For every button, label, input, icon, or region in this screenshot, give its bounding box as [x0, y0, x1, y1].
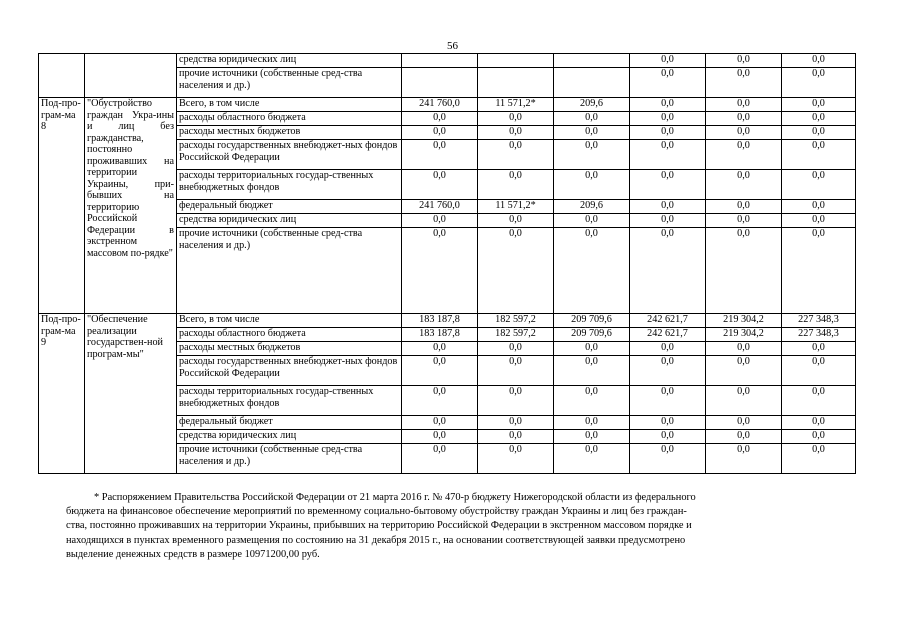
value-cell: 209 709,6: [554, 314, 630, 328]
value-cell: 0,0: [402, 430, 478, 444]
value-cell: 241 760,0: [402, 200, 478, 214]
value-cell: 0,0: [630, 342, 706, 356]
value-cell: 182 597,2: [478, 328, 554, 342]
value-cell: 0,0: [706, 444, 782, 474]
value-cell: 241 760,0: [402, 98, 478, 112]
value-cell: 0,0: [554, 430, 630, 444]
row-label: средства юридических лиц: [177, 430, 402, 444]
row-label: расходы местных бюджетов: [177, 342, 402, 356]
value-cell: 0,0: [402, 170, 478, 200]
value-cell: 0,0: [402, 214, 478, 228]
value-cell: [478, 68, 554, 98]
value-cell: 0,0: [782, 228, 856, 314]
value-cell: 0,0: [782, 356, 856, 386]
footnote-line: бюджета на финансовое обеспечение мероприятий по временному социально-бытовому обустройству граждан Украины и лиц без граждан-: [66, 506, 687, 518]
value-cell: 0,0: [706, 214, 782, 228]
value-cell: 0,0: [630, 356, 706, 386]
value-cell: 0,0: [478, 430, 554, 444]
row-label: средства юридических лиц: [177, 214, 402, 228]
value-cell: 11 571,2*: [478, 98, 554, 112]
value-cell: 0,0: [478, 170, 554, 200]
value-cell: 0,0: [782, 98, 856, 112]
row-label: расходы государственных внебюджет-ных фондов Российской Федерации: [177, 356, 402, 386]
value-cell: 0,0: [706, 386, 782, 416]
value-cell: 0,0: [630, 228, 706, 314]
value-cell: [554, 54, 630, 68]
value-cell: 0,0: [630, 170, 706, 200]
value-cell: 0,0: [402, 112, 478, 126]
value-cell: 0,0: [782, 214, 856, 228]
value-cell: 0,0: [478, 444, 554, 474]
value-cell: 0,0: [554, 356, 630, 386]
value-cell: 0,0: [782, 430, 856, 444]
value-cell: 0,0: [706, 228, 782, 314]
value-cell: 0,0: [706, 68, 782, 98]
row-label: федеральный бюджет: [177, 416, 402, 430]
row-label: прочие источники (собственные сред-ства населения и др.): [177, 444, 402, 474]
value-cell: 0,0: [630, 54, 706, 68]
value-cell: 0,0: [706, 170, 782, 200]
value-cell: 0,0: [402, 386, 478, 416]
value-cell: 0,0: [554, 416, 630, 430]
value-cell: 0,0: [478, 228, 554, 314]
value-cell: 0,0: [630, 430, 706, 444]
value-cell: [478, 54, 554, 68]
value-cell: [402, 68, 478, 98]
row-label: расходы местных бюджетов: [177, 126, 402, 140]
value-cell: 0,0: [402, 228, 478, 314]
row-label: прочие источники (собственные сред-ства населения и др.): [177, 68, 402, 98]
value-cell: 0,0: [478, 386, 554, 416]
value-cell: 0,0: [630, 112, 706, 126]
value-cell: 0,0: [706, 200, 782, 214]
value-cell: 0,0: [630, 386, 706, 416]
value-cell: 0,0: [630, 126, 706, 140]
value-cell: 0,0: [402, 126, 478, 140]
value-cell: 0,0: [554, 214, 630, 228]
value-cell: 242 621,7: [630, 328, 706, 342]
value-cell: 0,0: [478, 112, 554, 126]
value-cell: 0,0: [554, 228, 630, 314]
value-cell: 0,0: [630, 416, 706, 430]
footnote-line: выделение денежных средств в размере 10971200,00 руб.: [66, 548, 320, 560]
value-cell: 0,0: [782, 112, 856, 126]
row-label: расходы государственных внебюджет-ных фондов Российской Федерации: [177, 140, 402, 170]
value-cell: 0,0: [706, 356, 782, 386]
value-cell: 209,6: [554, 98, 630, 112]
value-cell: 0,0: [630, 140, 706, 170]
value-cell: 0,0: [402, 140, 478, 170]
value-cell: 0,0: [782, 170, 856, 200]
value-cell: 0,0: [706, 430, 782, 444]
subprogram-number: Под-про-грам-ма 8: [39, 98, 85, 314]
value-cell: 209 709,6: [554, 328, 630, 342]
value-cell: 183 187,8: [402, 314, 478, 328]
table-row: [39, 54, 856, 68]
value-cell: 242 621,7: [630, 314, 706, 328]
row-label: прочие источники (собственные сред-ства населения и др.): [177, 228, 402, 314]
value-cell: 0,0: [478, 342, 554, 356]
budget-table: [38, 53, 856, 474]
value-cell: 0,0: [782, 444, 856, 474]
value-cell: 183 187,8: [402, 328, 478, 342]
value-cell: 0,0: [706, 416, 782, 430]
subprogram-cell-empty: [39, 54, 85, 98]
value-cell: 0,0: [782, 140, 856, 170]
value-cell: 0,0: [630, 98, 706, 112]
value-cell: 0,0: [782, 386, 856, 416]
value-cell: 227 348,3: [782, 328, 856, 342]
value-cell: 0,0: [782, 416, 856, 430]
value-cell: 0,0: [630, 68, 706, 98]
row-label: федеральный бюджет: [177, 200, 402, 214]
value-cell: 0,0: [706, 112, 782, 126]
row-label: расходы областного бюджета: [177, 328, 402, 342]
row-label: расходы территориальных государ-ственных внебюджетных фондов: [177, 170, 402, 200]
value-cell: 0,0: [706, 98, 782, 112]
value-cell: 0,0: [630, 444, 706, 474]
value-cell: 0,0: [706, 54, 782, 68]
value-cell: 0,0: [706, 140, 782, 170]
value-cell: 0,0: [630, 214, 706, 228]
row-label: Всего, в том числе: [177, 314, 402, 328]
row-label: расходы областного бюджета: [177, 112, 402, 126]
value-cell: 0,0: [782, 126, 856, 140]
page-number: 56: [447, 40, 458, 52]
row-label: средства юридических лиц: [177, 54, 402, 68]
footnote-line: ства, постоянно проживавших на территории Украины, прибывших на территорию Российской Федерации в экстренном массовом порядке и: [66, 520, 692, 532]
subprogram-name: "Обустройство граждан Укра-ины и лиц без гражданства, постоянно проживавших на территории Украины, при-бывших на территорию Российской Федерации в экстренном массовом по-рядке": [85, 98, 177, 314]
value-cell: 0,0: [554, 140, 630, 170]
value-cell: [402, 54, 478, 68]
value-cell: 0,0: [554, 112, 630, 126]
value-cell: 0,0: [630, 200, 706, 214]
value-cell: 0,0: [554, 170, 630, 200]
value-cell: 219 304,2: [706, 314, 782, 328]
value-cell: 182 597,2: [478, 314, 554, 328]
value-cell: 11 571,2*: [478, 200, 554, 214]
row-label: Всего, в том числе: [177, 98, 402, 112]
value-cell: 0,0: [402, 356, 478, 386]
subprogram-number: Под-про-грам-ма 9: [39, 314, 85, 474]
value-cell: 0,0: [402, 416, 478, 430]
value-cell: 0,0: [706, 126, 782, 140]
value-cell: 0,0: [402, 342, 478, 356]
value-cell: 227 348,3: [782, 314, 856, 328]
value-cell: 0,0: [782, 342, 856, 356]
footnote: [66, 491, 846, 562]
value-cell: 0,0: [782, 200, 856, 214]
value-cell: [554, 68, 630, 98]
value-cell: 0,0: [478, 126, 554, 140]
value-cell: 0,0: [554, 444, 630, 474]
value-cell: 0,0: [554, 126, 630, 140]
value-cell: 219 304,2: [706, 328, 782, 342]
value-cell: 0,0: [478, 140, 554, 170]
value-cell: 0,0: [478, 356, 554, 386]
value-cell: 0,0: [554, 342, 630, 356]
value-cell: 0,0: [478, 214, 554, 228]
value-cell: 0,0: [706, 342, 782, 356]
value-cell: 0,0: [554, 386, 630, 416]
value-cell: 0,0: [782, 54, 856, 68]
row-label: расходы территориальных государ-ственных внебюджетных фондов: [177, 386, 402, 416]
footnote-line: * Распоряжением Правительства Российской Федерации от 21 марта 2016 г. № 470-р бюджету Нижегородской области из федерального: [94, 492, 696, 503]
value-cell: 0,0: [402, 444, 478, 474]
value-cell: 209,6: [554, 200, 630, 214]
footnote-line: находящихся в пунктах временного размещения по состоянию на 31 декабря 2015 г., на основании соответствующей заявки предусмотрено: [66, 534, 686, 546]
name-cell-empty: [85, 54, 177, 98]
value-cell: 0,0: [782, 68, 856, 98]
value-cell: 0,0: [478, 416, 554, 430]
table-row: [39, 98, 856, 112]
subprogram-name: "Обеспечение реализации государствен-ной програм-мы": [85, 314, 177, 474]
table-row: [39, 314, 856, 328]
